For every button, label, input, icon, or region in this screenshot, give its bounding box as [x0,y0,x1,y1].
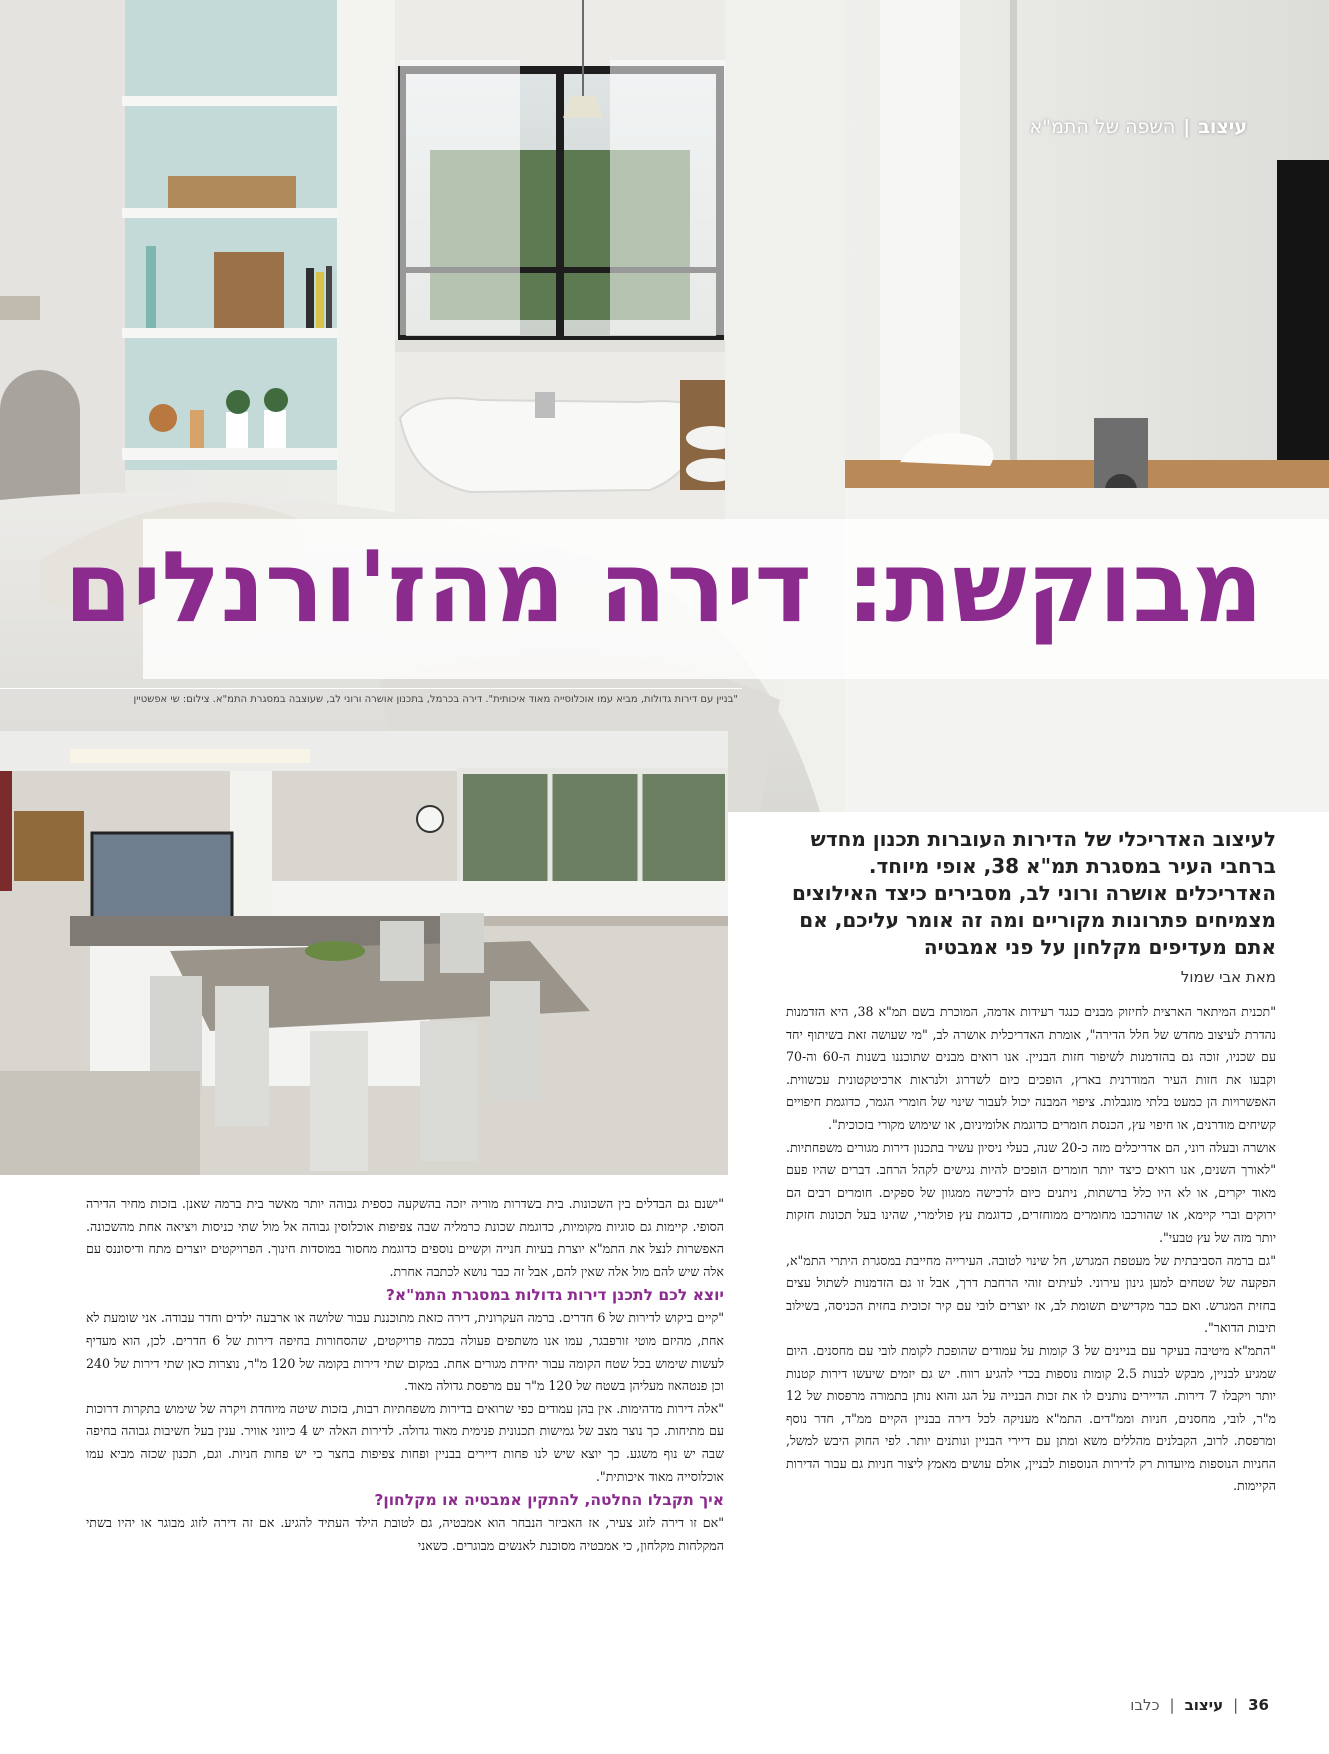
article-column-right [786,1001,1276,1498]
byline: מאת אבי שמול [1180,968,1276,986]
magazine-name: כלבו [1130,1696,1160,1714]
page-number: 36 [1248,1696,1269,1714]
header-separator: | [1183,116,1191,138]
article-column-left [86,1193,724,1557]
subheading: איך תקבלו החלטה, להתקין אמבטיה או מקלחון? [374,1491,724,1510]
body-paragraph: "גם ברמה הסביבתית של מעטפת המגרש, חל שינוי לטובה. העירייה מחייבת במסגרת היתרי התמ"א, הפקעה של שטחים למען גינון עירוני. לעיתים זוהי הרחבת דרך, אבל זו גם הזדמנות לשתול עצים בחזית המגרש. ואם כבר מקדישים תשומת לב, אז יוצרים לובי עם קיר זכוכית בחזית הכניסה, בשילוב תיבות הדואר". [786,1252,1276,1336]
body-paragraph: "אם זו דירה לזוג צעיר, אז האביזר הנבחר הוא אמבטיה, גם לטובת הילד העתיד להגיע. אם זה דירה לזוג מבוגר או יהיו בשתי המקלחות מקלחון, כי אמבטיה מסוכנת לאנשים מבוגרים. כשאני [86,1515,724,1553]
subheading: יוצא לכם לתכנן דירות גדולות במסגרת התמ"א? [385,1286,724,1305]
lead-paragraph: לעיצוב האדריכלי של הדירות העוברות תכנון מחדש ברחבי העיר במסגרת תמ"א 38, אופי מיוחד. האדריכלים אושרה ורוני לב, מסבירים כיצד האילוצים מצמיחים פתרונות מקוריים ומה זה אומר עליכם, אם אתם מעדיפים מקלחון על פני אמבטיה [791,827,1276,959]
footer-separator: | [1169,1696,1175,1714]
body-paragraph: אושרה ובעלה רוני, הם אדריכלים מזה כ-20 שנה, בעלי ניסיון עשיר בתכנון דירות מגורים משפחתיות. "לאורך השנים, אנו רואים כיצד יותר חומרים הופכים להיות נגישים לקהל הרחב. דברים שהיו פעם מאוד יקרים, או לא היו כלל ברשתות, ניתנים כיום לרכישה ממגוון של ספקים. חומרים רבים הם ירוקים וברי קיימא, או שהורכבו מחומרים ממוחזרים, כדוגמת עץ פולימרי, שהינו בעל תכונות חזקות יותר מזה של עץ טבעי". [786,1139,1276,1245]
section-label: עיצוב [1198,116,1247,138]
body-paragraph: "ישנם גם הבדלים בין השכונות. בית בשדרות מוריה יזכה בהשקעה כספית גבוהה יותר מאשר בית ברמה שאנן. בזכות מחיר הדירה הסופי. קיימות גם סוגיות מקומיות, כדוגמת שכונת כרמליה שבה צפיפות אוכלוסין גבוהה אל מול שתי כניסות ויציאה אחת מהשכונה. האפשרות לנצל את התמ"א יוצרת בעיות חנייה וקשיים נוספים כדוגמת מחסור במוסדות חינוך. הפרויקטים יוצרים מתח ודיסוננס עם אלה שיש להם מול אלה שאין להם, אבל זה כבר נושא לכתבה אחרת. [86,1196,724,1279]
footer-section: עיצוב [1184,1696,1224,1714]
body-paragraph: "תכנית המיתאר הארצית לחיזוק מבנים כנגד רעידות אדמה, המוכרת בשם תמ"א 38, היא הזדמנות נהדרת לעיצוב מחדש של חלל הדירה", אומרת האדריכלית אושרה לב, "מי שעושה זאת בשיתוף יחד עם שכניו, זוכה גם בהזדמנות לשיפור חזות הבניין. אנו רואים מבנים שתוכננו בשנות ה-60 וה-70 וקבעו את חזות העיר המודרנית בארץ, הופכים כיום לשדרוג ולנראות ארכיטקטונית עכשווית. האפשרויות הן כמעט בלתי מוגבלות. ציפוי המבנה יכול לעבור שינוי של חומרי הגמר, כדוגמת חיפויים קשיחים מודרנים, או חיפוי עץ, הכנסת חומרים כדוגמת אלומיניום, או שימוש מקורי בזכוכית". [786,1004,1276,1132]
page-footer [1130,1696,1269,1714]
footer-separator: | [1233,1696,1239,1714]
photo-caption: "בניין עם דירות גדולות, מביא עמו אוכלוסייה מאוד איכותית". דירה בכרמל, בתכנון אושרה ורוני לב, שעוצבה במסגרת התמ"א. צילום: שי אפשטיין [133,694,738,705]
body-paragraph: "קיים ביקוש לדירות של 6 חדרים. ברמה העקרונית, דירה כזאת מתוכננת עבור שלושה או ארבעה ילדים וחדר עבודה. אני שומעת לא אחת, מהיזם מוטי זורפבגר, עמו אנו משתפים פעולה בכמה פרויקטים, שהסחורות בחיפה דירות של 6 חדרים. לכן, הוא מעדיף לעשות שימוש בכל שטח הקומה עבור יחידת מגורים אחת. במקום שתי דירות בקומה של 120 מ"ר, נוצרות כאן שתי דירות של 240 וכן פנטהאוז מעליהן בשטח של 120 מ"ר עם מרפסת גדולה מאוד. [86,1310,724,1394]
page-title: מבוקשת: דירה מהז'ורנלים [64,531,1263,645]
body-paragraph: "התמ"א מיטיבה בעיקר עם בניינים של 3 קומות על עמודים שהופכת לקומת לובי עם מחסנים. היום שמגיע לבניין, מבקש לבנות 2.5 קומות נוספות בכדי להגיע רווח. יש גם יזמים שיעשו דירות קטנות יותר ויקבלו 7 דירות. הדיירים נותנים לו את זכות הבנייה על הגג והוא נותן בתמורה מרפסות של 12 מ"ר, לובי, מחסנים, חניות וממ"דים. התמ"א מעניקה לכל דירה בבניין הקיים ממ"ד, חדר נוסף ומרפסת. לרוב, הקבלנים מהללים משא ומתן עם דיירי הבניין ונותנים יותר. לפי החוק היבש למשל, החניות הנוספות מיועדות רק לדירות הנוספות לבניין, אולם עושים מאמץ ליצור חניות גם עבור הדירות הקיימות. [786,1342,1276,1494]
series-label: השפה של התמ"א [1029,116,1176,138]
body-paragraph: "אלה דירות מדהימות. אין בהן עמודים כפי שרואים בדירות משפחתיות רבות, בזכות שיטה מיוחדת ויקרה של שימוש בתקרות דרוכות עם מתיחות. כך נוצר מצב של גמישות תכנונית פנימית מאוד גדולה. לדירות האלה יש 4 כיווני אוויר. ענין בעל חשיבות גבוהה בחיפה שבה יש נוף משגע. כך יוצא שיש לנו פחות דיירים בבניין ופחות צפיפות בחצר כי יש פחות חניות. וגם, תכנון שכזה מביא עמו אוכלוסייה מאוד איכותית". [86,1400,724,1484]
caption-divider [0,688,742,689]
inset-photo [0,731,728,1175]
section-header [1030,116,1247,138]
